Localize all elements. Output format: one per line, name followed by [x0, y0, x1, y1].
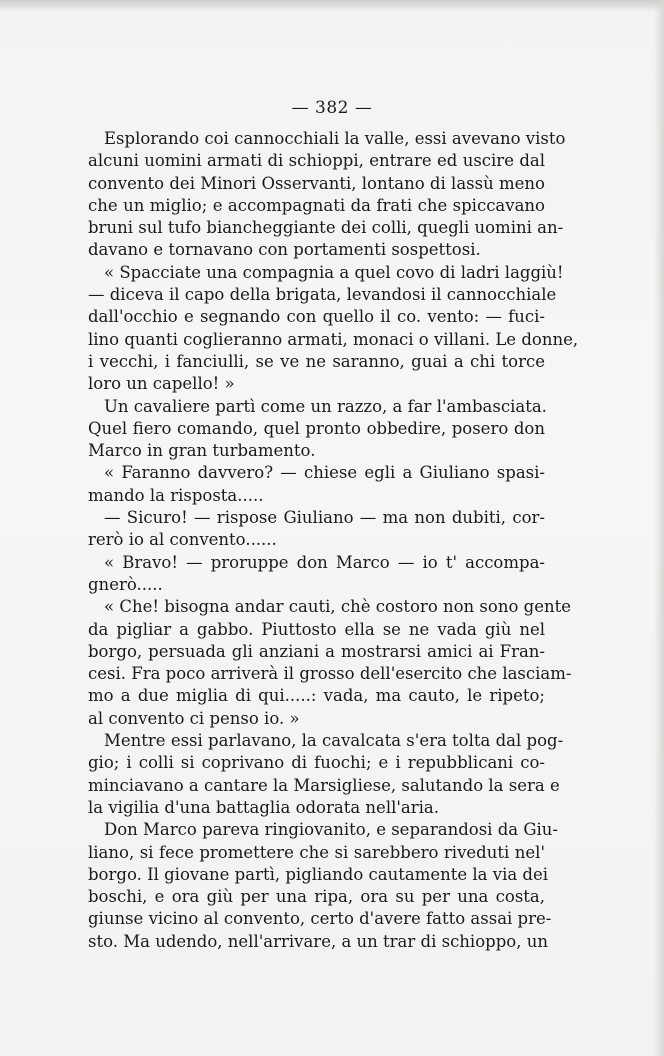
text-line: sto. Ma udendo, nell'arrivare, a un trar di schioppo, un — [88, 931, 548, 951]
page-number: — 382 — — [291, 98, 373, 118]
text-line: i vecchi, i fanciulli, se ve ne saranno, guai a chi torce — [88, 351, 545, 371]
text-line: Marco in gran turbamento. — [88, 441, 316, 461]
text-line: gnerò..... — [88, 574, 163, 594]
text-line: — Sicuro! — rispose Giuliano — ma non dubiti, cor- — [104, 508, 545, 528]
text-line: borgo. Il giovane partì, pigliando cautamente la via dei — [88, 864, 549, 884]
text-line: Esplorando coi cannocchiali la valle, essi avevano visto — [104, 129, 566, 148]
text-line: convento dei Minori Osservanti, lontano di lassù meno — [88, 173, 545, 193]
text-line: giunse vicino al convento, certo d'avere fatto assai pre- — [88, 909, 552, 929]
text-line: davano e tornavano con portamenti sospettosi. — [88, 240, 481, 260]
text-line: rerò io al convento...... — [88, 530, 277, 550]
text-line: mo a due miglia di qui.....: vada, ma cauto, le ripeto; — [88, 686, 545, 706]
text-line: la vigilia d'una battaglia odorata nell'aria. — [88, 797, 439, 817]
page-right-shadow — [654, 0, 664, 1056]
text-line: « Spacciate una compagnia a quel covo di ladri laggiù! — [104, 262, 564, 282]
text-line: gio; i colli si coprivano di fuochi; e i repubblicani co- — [88, 753, 545, 773]
text-line: minciavano a cantare la Marsigliese, salutando la sera e — [88, 775, 560, 795]
text-line: liano, si fece promettere che si sarebbero riveduti nel' — [88, 842, 545, 862]
text-line: mando la risposta..... — [88, 485, 264, 505]
text-line: boschi, e ora giù per una ripa, ora su per una costa, — [88, 887, 545, 907]
text-line: che un miglio; e accompagnati da frati che spiccavano — [88, 195, 545, 215]
text-line: alcuni uomini armati di schioppi, entrare ed uscire dal — [88, 151, 545, 171]
text-line: « Che! bisogna andar cauti, chè costoro non sono gente — [104, 597, 571, 617]
text-line: da pigliar a gabbo. Piuttosto ella se ne vada giù nel — [88, 619, 545, 639]
text-line: lino quanti coglieranno armati, monaci o villani. Le donne, — [88, 329, 579, 349]
text-line: loro un capello! » — [88, 374, 235, 394]
text-line: Mentre essi parlavano, la cavalcata s'era tolta dal pog- — [104, 731, 564, 751]
text-line: dall'occhio e segnando con quello il co. vento: — fuci- — [88, 307, 545, 327]
body-text — [88, 128, 579, 953]
text-line: cesi. Fra poco arriverà il grosso dell'esercito che lasciam- — [88, 664, 572, 684]
text-line: — diceva il capo della brigata, levandosi il cannocchiale — [88, 285, 557, 305]
text-line: borgo, persuada gli anziani a mostrarsi amici ai Fran- — [88, 641, 545, 661]
text-line: Quel fiero comando, quel pronto obbedire, posero don — [88, 418, 545, 438]
text-line: Un cavaliere partì come un razzo, a far l'ambasciata. — [104, 396, 547, 416]
text-line: Don Marco pareva ringiovanito, e separandosi da Giu- — [104, 820, 558, 840]
text-line: « Faranno davvero? — chiese egli a Giuliano spasi- — [104, 463, 545, 483]
text-line: « Bravo! — proruppe don Marco — io t' accompa- — [104, 552, 545, 572]
text-line: bruni sul tufo biancheggiante dei colli, quegli uomini an- — [88, 218, 564, 238]
page-top-shadow — [0, 0, 664, 12]
text-line: al convento ci penso io. » — [88, 708, 300, 728]
